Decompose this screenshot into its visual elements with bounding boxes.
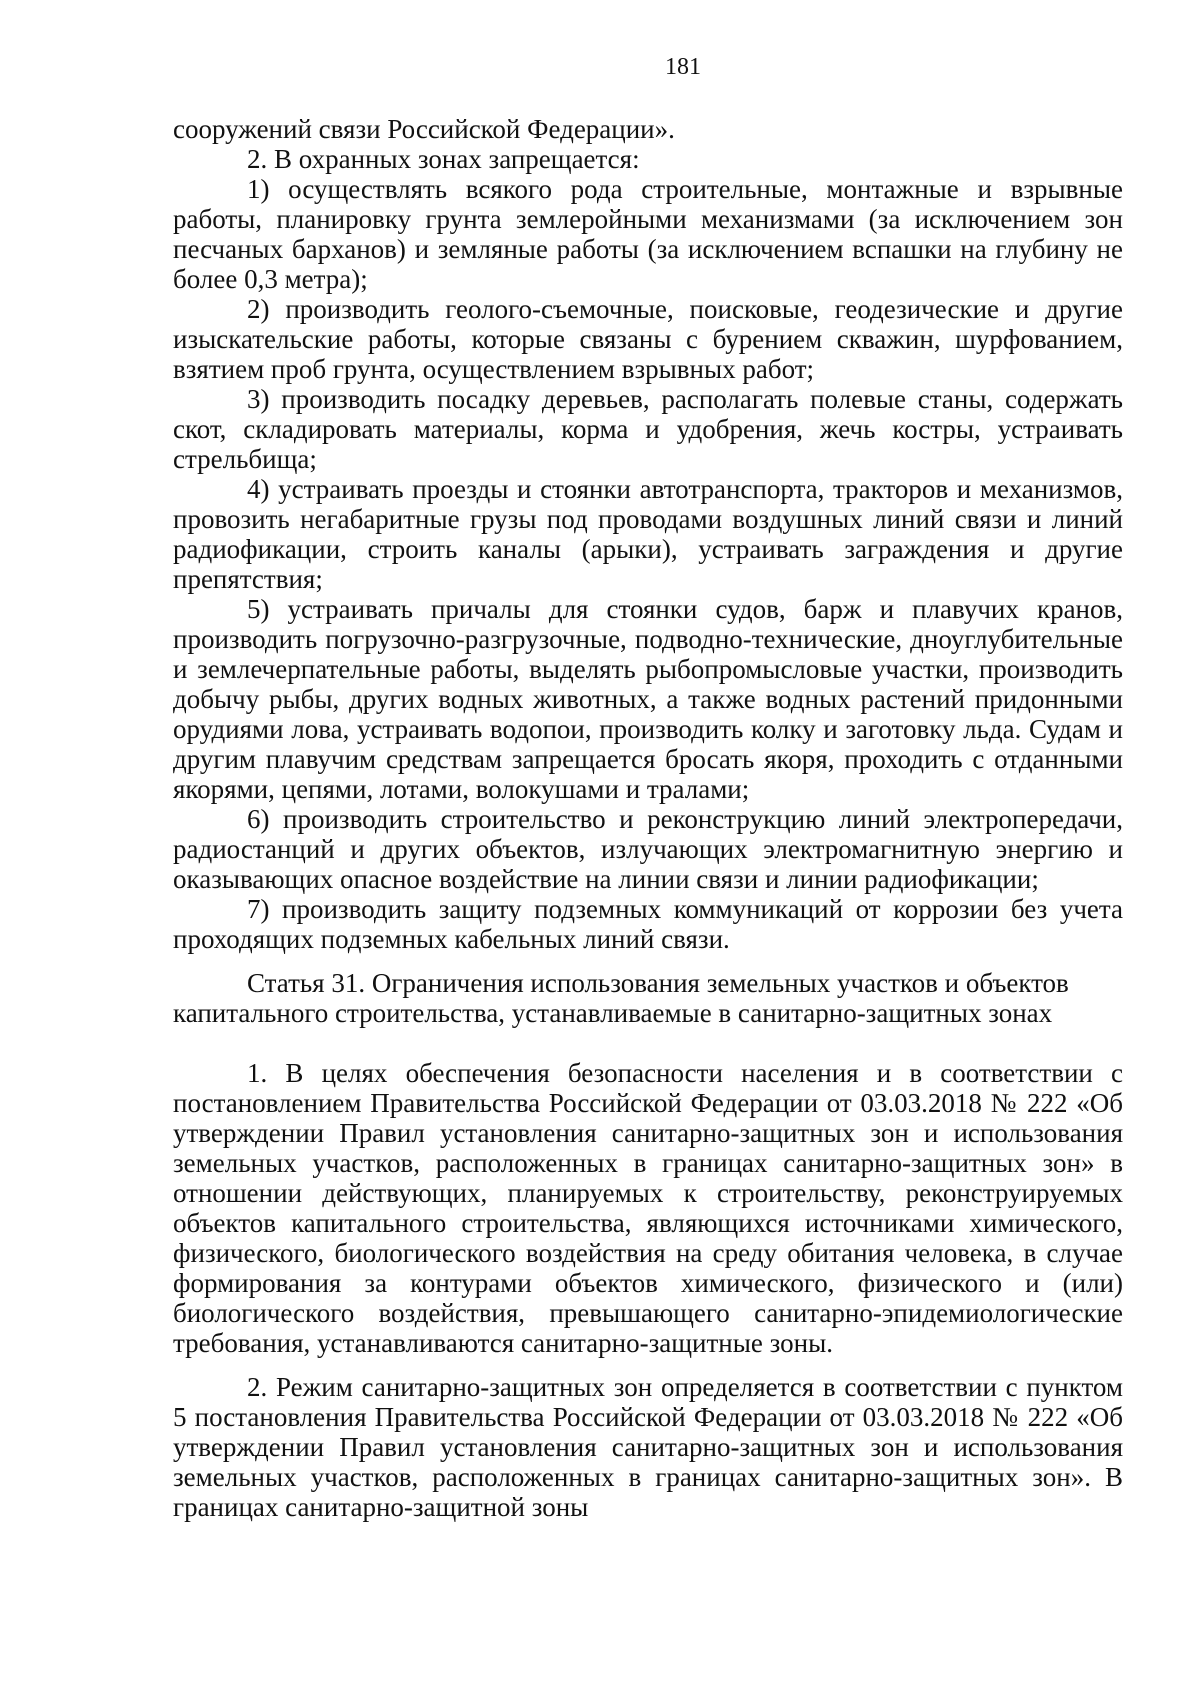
article-heading: Статья 31. Ограничения использования земельных участков и объектов капитального строительства, устанавливаемые в санитарно-защитных зонах <box>173 968 1069 1028</box>
paragraph-item-2: 2. В охранных зонах запрещается: <box>247 144 640 174</box>
paragraph-continuation: сооружений связи Российской Федерации». <box>173 114 675 144</box>
subitem-4: 4) устраивать проезды и стоянки автотранспорта, тракторов и механизмов, провозить негабаритные грузы под проводами воздушных линий связи и линий радиофикации, строить каналы (арыки), устраивать заграждения и другие препятствия; <box>173 474 1123 594</box>
article-paragraph-1: 1. В целях обеспечения безопасности населения и в соответствии с постановлением Правительства Российской Федерации от 03.03.2018 № 222 «Об утверждении Правил установления санитарно-защитных зон и использования земельных участков, расположенных в границах санитарно-защитных зон» в отношении действующих, планируемых к строительству, реконструируемых объектов капитального строительства, являющихся источниками химического, физического, биологического воздействия на среду обитания человека, в случае формирования за контурами объектов химического, физического и (или) биологического воздействия, превышающего санитарно-эпидемиологические требования, устанавливаются санитарно-защитные зоны. <box>173 1058 1123 1358</box>
subitem-2: 2) производить геолого-съемочные, поисковые, геодезические и другие изыскательские работы, которые связаны с бурением скважин, шурфованием, взятием проб грунта, осуществлением взрывных работ; <box>173 294 1123 384</box>
document-body <box>173 114 1123 1522</box>
subitem-6: 6) производить строительство и реконструкцию линий электропередачи, радиостанций и других объектов, излучающих электромагнитную энергию и оказывающих опасное воздействие на линии связи и линии радиофикации; <box>173 804 1123 894</box>
page-number: 181 <box>665 54 701 80</box>
subitem-5: 5) устраивать причалы для стоянки судов, барж и плавучих кранов, производить погрузочно-разгрузочные, подводно-технические, дноуглубительные и землечерпательные работы, выделять рыбопромысловые участки, производить добычу рыбы, других водных животных, а также водных растений придонными орудиями лова, устраивать водопои, производить колку и заготовку льда. Судам и другим плавучим средствам запрещается бросать якоря, проходить с отданными якорями, цепями, лотами, волокушами и тралами; <box>173 594 1123 804</box>
subitem-1: 1) осуществлять всякого рода строительные, монтажные и взрывные работы, планировку грунта землеройными механизмами (за исключением зон песчаных барханов) и земляные работы (за исключением вспашки на глубину не более 0,3 метра); <box>173 174 1123 294</box>
subitem-3: 3) производить посадку деревьев, располагать полевые станы, содержать скот, складировать материалы, корма и удобрения, жечь костры, устраивать стрельбища; <box>173 384 1123 474</box>
subitem-7: 7) производить защиту подземных коммуникаций от коррозии без учета проходящих подземных кабельных линий связи. <box>173 894 1123 954</box>
article-paragraph-2: 2. Режим санитарно-защитных зон определяется в соответствии с пунктом 5 постановления Правительства Российской Федерации от 03.03.2018 № 222 «Об утверждении Правил установления санитарно-защитных зон и использования земельных участков, расположенных в границах санитарно-защитных зон». В границах санитарно-защитной зоны <box>173 1372 1123 1522</box>
